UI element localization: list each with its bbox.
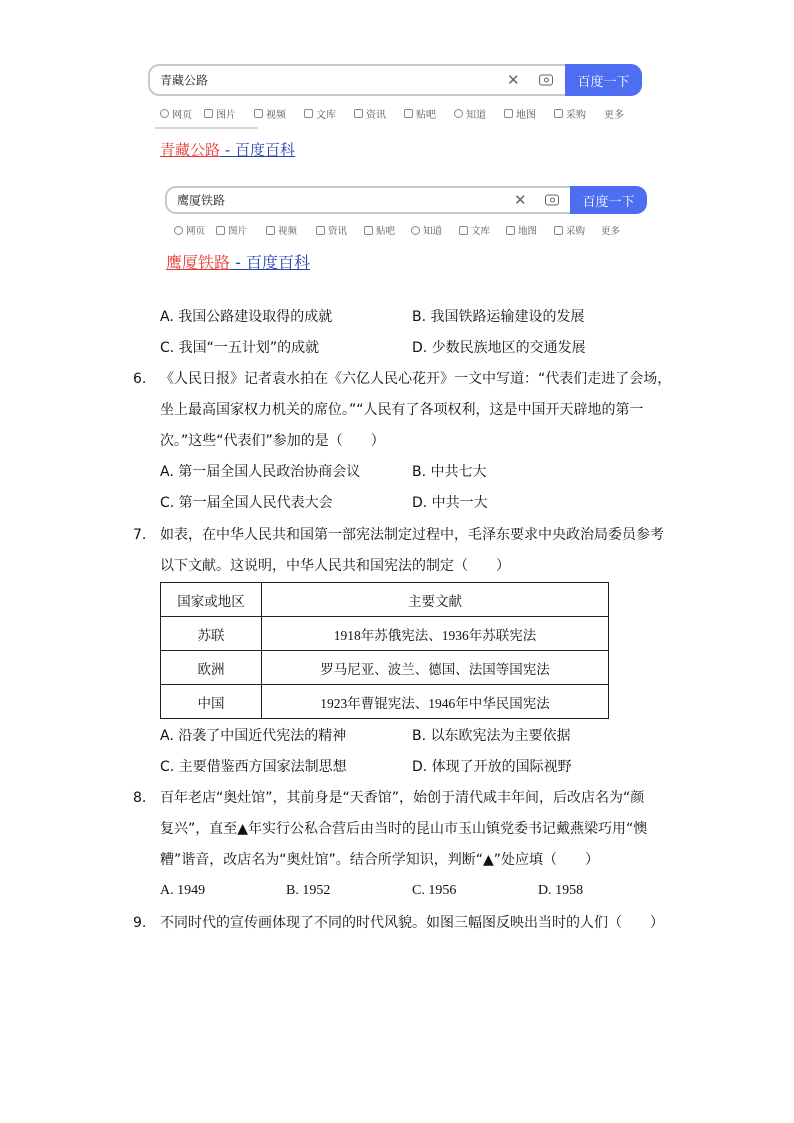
search-icon (160, 109, 169, 118)
tab-label: 资讯 (366, 110, 386, 121)
q8-option-a: A. 1949 (160, 883, 206, 898)
camera-icon (545, 195, 559, 206)
search-tab (204, 106, 254, 121)
search-tab (216, 223, 266, 237)
tab-label: 视频 (266, 110, 286, 121)
q5-option-c: C. 我国“一五计划”的成就 (160, 340, 320, 356)
result-source: - 百度百科 (220, 141, 295, 159)
q7-option-b: B. 以东欧宪法为主要依据 (412, 728, 571, 744)
map-icon (504, 109, 513, 118)
search-tab (504, 106, 554, 121)
q7-number: 7. (133, 527, 147, 543)
tab-label: 更多 (604, 110, 624, 121)
result-highlight: 青藏公路 (160, 141, 221, 159)
table-header: 主要文献 (262, 583, 609, 617)
table-cell: 中国 (161, 685, 262, 719)
search-tab (174, 223, 216, 237)
search-tab (411, 223, 459, 237)
image-icon (216, 226, 225, 235)
q6-number: 6. (133, 371, 147, 387)
search-tab (364, 223, 411, 237)
tab-label: 地图 (518, 226, 538, 237)
q7-table (160, 582, 609, 719)
tab-label: 视频 (278, 226, 298, 237)
search-tab (604, 106, 624, 121)
q9-stem-line1: 不同时代的宣传画体现了不同的时代风貌。如图三幅图反映出当时的人们（ ） (160, 915, 664, 931)
map-icon (506, 226, 515, 235)
q6-stem-line2: 坐上最高国家权力机关的席位。”“人民有了各项权利，这是中国开天辟地的第一 (160, 402, 644, 418)
q7-stem-line1: 如表，在中华人民共和国第一部宪法制定过程中，毛泽东要求中央政治局委员参考 (160, 527, 664, 543)
q6-option-d: D. 中共一大 (412, 495, 488, 511)
q8-option-b: B. 1952 (286, 883, 331, 898)
search-query-1: 青藏公路 (160, 73, 209, 88)
q7-option-a: A. 沿袭了中国近代宪法的精神 (160, 728, 347, 744)
search-box-1 (148, 64, 566, 96)
table-cell: 罗马尼亚、波兰、德国、法国等国宪法 (262, 651, 609, 685)
tab-label: 知道 (466, 110, 486, 121)
q8-option-c: C. 1956 (412, 883, 457, 898)
clear-icon: ✕ (507, 71, 520, 89)
q8-stem-line3: 糟”谐音，改店名为“奥灶馆”。结合所学知识，判断“▲”处应填（ ） (160, 852, 600, 868)
q8-stem-line2: 复兴”，直至▲年实行公私合营后由当时的昆山市玉山镇党委书记戴燕梁巧用“懊 (160, 821, 648, 837)
table-header: 国家或地区 (161, 583, 262, 617)
table-cell: 苏联 (161, 617, 262, 651)
clear-icon: ✕ (514, 191, 527, 209)
tab-label: 资讯 (328, 226, 348, 237)
tab-label: 文库 (471, 226, 491, 237)
q5-option-b: B. 我国铁路运输建设的发展 (412, 309, 585, 325)
q5-option-d: D. 少数民族地区的交通发展 (412, 340, 586, 356)
q8-stem-line1: 百年老店“奥灶馆”，其前身是“天香馆”，始创于清代咸丰年间，后改店名为“颜 (160, 790, 645, 806)
q7-stem-line2: 以下文献。这说明，中华人民共和国宪法的制定（ ） (160, 558, 510, 574)
table-cell: 1923年曹锟宪法、1946年中华民国宪法 (262, 685, 609, 719)
search-tab (354, 106, 404, 121)
search-button-2: 百度一下 (570, 186, 647, 214)
tab-label: 图片 (216, 110, 236, 121)
search-tabs-2 (174, 223, 620, 237)
search-result-1 (160, 139, 295, 160)
search-box-2 (165, 186, 571, 214)
tab-label: 贴吧 (416, 110, 436, 121)
q6-option-a: A. 第一届全国人民政治协商会议 (160, 464, 361, 480)
cart-icon (554, 109, 563, 118)
tab-label: 知道 (423, 226, 443, 237)
video-icon (266, 226, 275, 235)
q6-stem-line3: 次。”这些“代表们”参加的是（ ） (160, 433, 385, 449)
news-icon (354, 109, 363, 118)
table-cell: 1918年苏俄宪法、1936年苏联宪法 (262, 617, 609, 651)
question-icon (411, 226, 420, 235)
tab-label: 网页 (172, 110, 192, 121)
search-tab (254, 106, 304, 121)
search-button-1: 百度一下 (565, 64, 642, 96)
tieba-icon (364, 226, 373, 235)
search-tab (304, 106, 354, 121)
search-result-2 (166, 250, 310, 273)
image-icon (204, 109, 213, 118)
q5-option-a: A. 我国公路建设取得的成就 (160, 309, 333, 325)
tab-label: 采购 (566, 226, 586, 237)
table-row (161, 685, 609, 719)
q7-option-d: D. 体现了开放的国际视野 (412, 759, 572, 775)
search-tab (506, 223, 554, 237)
tab-label: 地图 (516, 110, 536, 121)
result-highlight: 鹰厦铁路 (166, 253, 231, 272)
q6-option-b: B. 中共七大 (412, 464, 487, 480)
table-row (161, 651, 609, 685)
tab-label: 图片 (228, 226, 248, 237)
tab-label: 采购 (566, 110, 586, 121)
search-query-2: 鹰厦铁路 (177, 193, 226, 208)
video-icon (254, 109, 263, 118)
tab-label: 文库 (316, 110, 336, 121)
camera-icon (539, 75, 553, 86)
search-tab (554, 106, 604, 121)
cart-icon (554, 226, 563, 235)
table-cell: 欧洲 (161, 651, 262, 685)
tieba-icon (404, 109, 413, 118)
search-tab (404, 106, 454, 121)
search-tab (554, 223, 601, 237)
q6-option-c: C. 第一届全国人民代表大会 (160, 495, 333, 511)
table-row (161, 617, 609, 651)
tab-underline (155, 127, 258, 129)
doc-icon (304, 109, 313, 118)
search-tab (316, 223, 364, 237)
tab-label: 贴吧 (376, 226, 396, 237)
q9-number: 9. (133, 915, 147, 931)
q6-stem-line1: 《人民日报》记者袁水拍在《六亿人民心花开》一文中写道：“代表们走进了会场， (160, 371, 672, 387)
doc-icon (459, 226, 468, 235)
search-icon (174, 226, 183, 235)
tab-label: 更多 (601, 226, 621, 237)
q7-option-c: C. 主要借鉴西方国家法制思想 (160, 759, 347, 775)
tab-label: 网页 (186, 226, 206, 237)
search-tab (160, 106, 204, 121)
search-tab (266, 223, 316, 237)
q8-option-d: D. 1958 (538, 883, 584, 898)
search-tab (601, 223, 620, 237)
news-icon (316, 226, 325, 235)
search-tabs-1 (160, 106, 624, 121)
search-tab (454, 106, 504, 121)
q8-number: 8. (133, 790, 147, 806)
search-tab (459, 223, 506, 237)
question-icon (454, 109, 463, 118)
table-header-row (161, 583, 609, 617)
result-source: - 百度百科 (230, 253, 310, 272)
